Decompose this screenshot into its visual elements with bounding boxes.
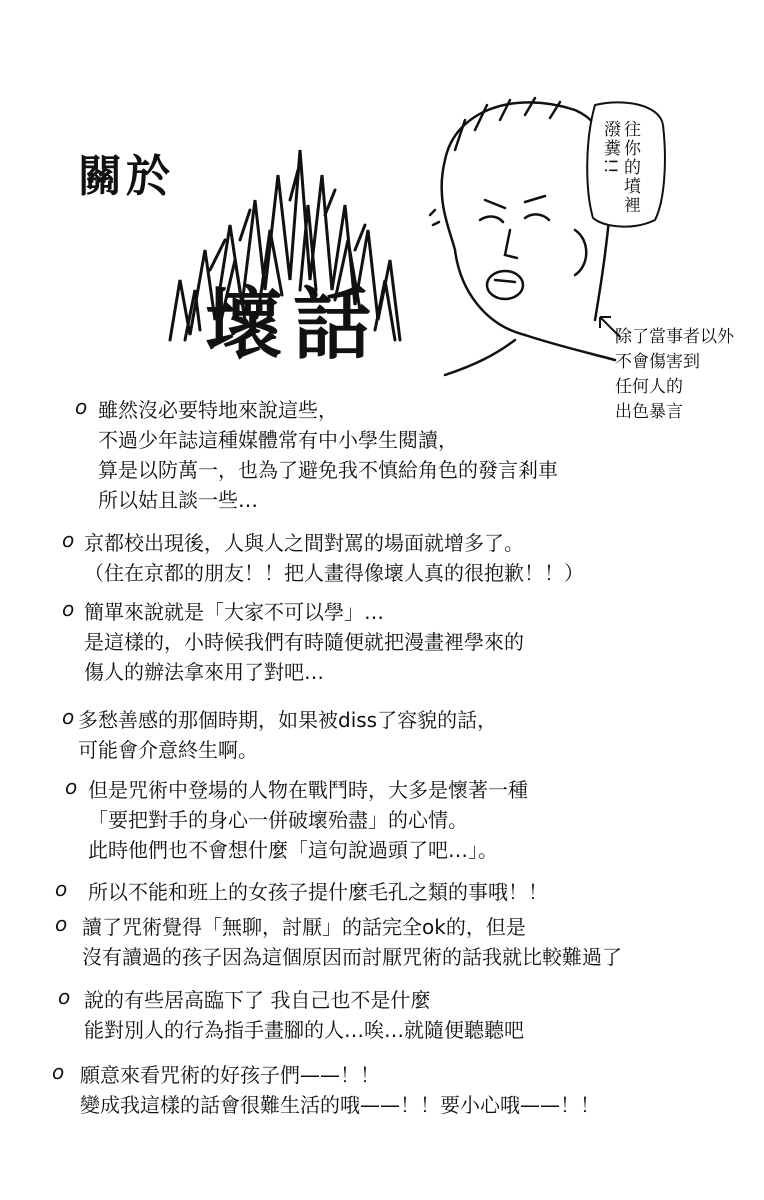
paragraph-4: 多愁善感的那個時期，如果被diss了容貌的話， 可能會介意終生啊。 — [78, 708, 498, 762]
bullet-marker: o — [52, 1060, 65, 1084]
title-main: 壞話 — [205, 280, 382, 370]
paragraph-7: 讀了咒術覺得「無聊，討厭」的話完全ok的，但是 沒有讀過的孩子因為這個原因而討厭咒術的話我就比較難過了 — [82, 915, 622, 969]
title-prefix: 關於 — [78, 151, 174, 202]
bullet-marker: o — [62, 528, 75, 552]
bullet-marker: o — [55, 877, 68, 901]
paragraph-3: 簡單來說就是「大家不可以學」… 是這樣的，小時候我們有時隨便就把漫畫裡學來的 傷人的辦法拿來用了對吧… — [84, 600, 524, 684]
paragraph-8: 說的有些居高臨下了 我自己也不是什麼 能對別人的行為指手畫腳的人…唉…就隨便聽聽吧 — [84, 988, 524, 1042]
paragraph-1: 雖然沒必要特地來說這些， 不過少年誌這種媒體常有中小學生閱讀， 算是以防萬一，也為了避免我不慎給角色的發言剎車 所以姑且談一些… — [98, 398, 558, 512]
paragraph-9: 願意來看咒術的好孩子們——！！ 變成我這樣的話會很難生活的哦——！！要小心哦——！！ — [80, 1063, 600, 1117]
bullet-marker: o — [65, 775, 78, 799]
bullet-marker: o — [58, 985, 71, 1009]
face-caption: 除了當事者以外 不會傷害到 任何人的 出色暴言 — [615, 327, 734, 422]
paragraph-5: 但是咒術中登場的人物在戰鬥時，大多是懷著一種 「要把對手的身心一併破壞殆盡」的心情。 此時他們也不會想什麼「這句說過頭了吧…」。 — [88, 778, 528, 862]
speech-bubble-text: 往你的墳裡潑糞!! — [600, 120, 640, 215]
bullet-marker: o — [62, 705, 75, 729]
bullet-marker: o — [62, 597, 75, 621]
paragraph-6: 所以不能和班上的女孩子提什麼毛孔之類的事哦！！ — [88, 880, 548, 904]
bullet-marker: o — [75, 395, 88, 419]
bullet-marker: o — [55, 912, 68, 936]
paragraph-2: 京都校出現後，人與人之間對罵的場面就增多了。 （住在京都的朋友！！把人畫得像壞人真的很抱歉！！） — [84, 531, 584, 585]
